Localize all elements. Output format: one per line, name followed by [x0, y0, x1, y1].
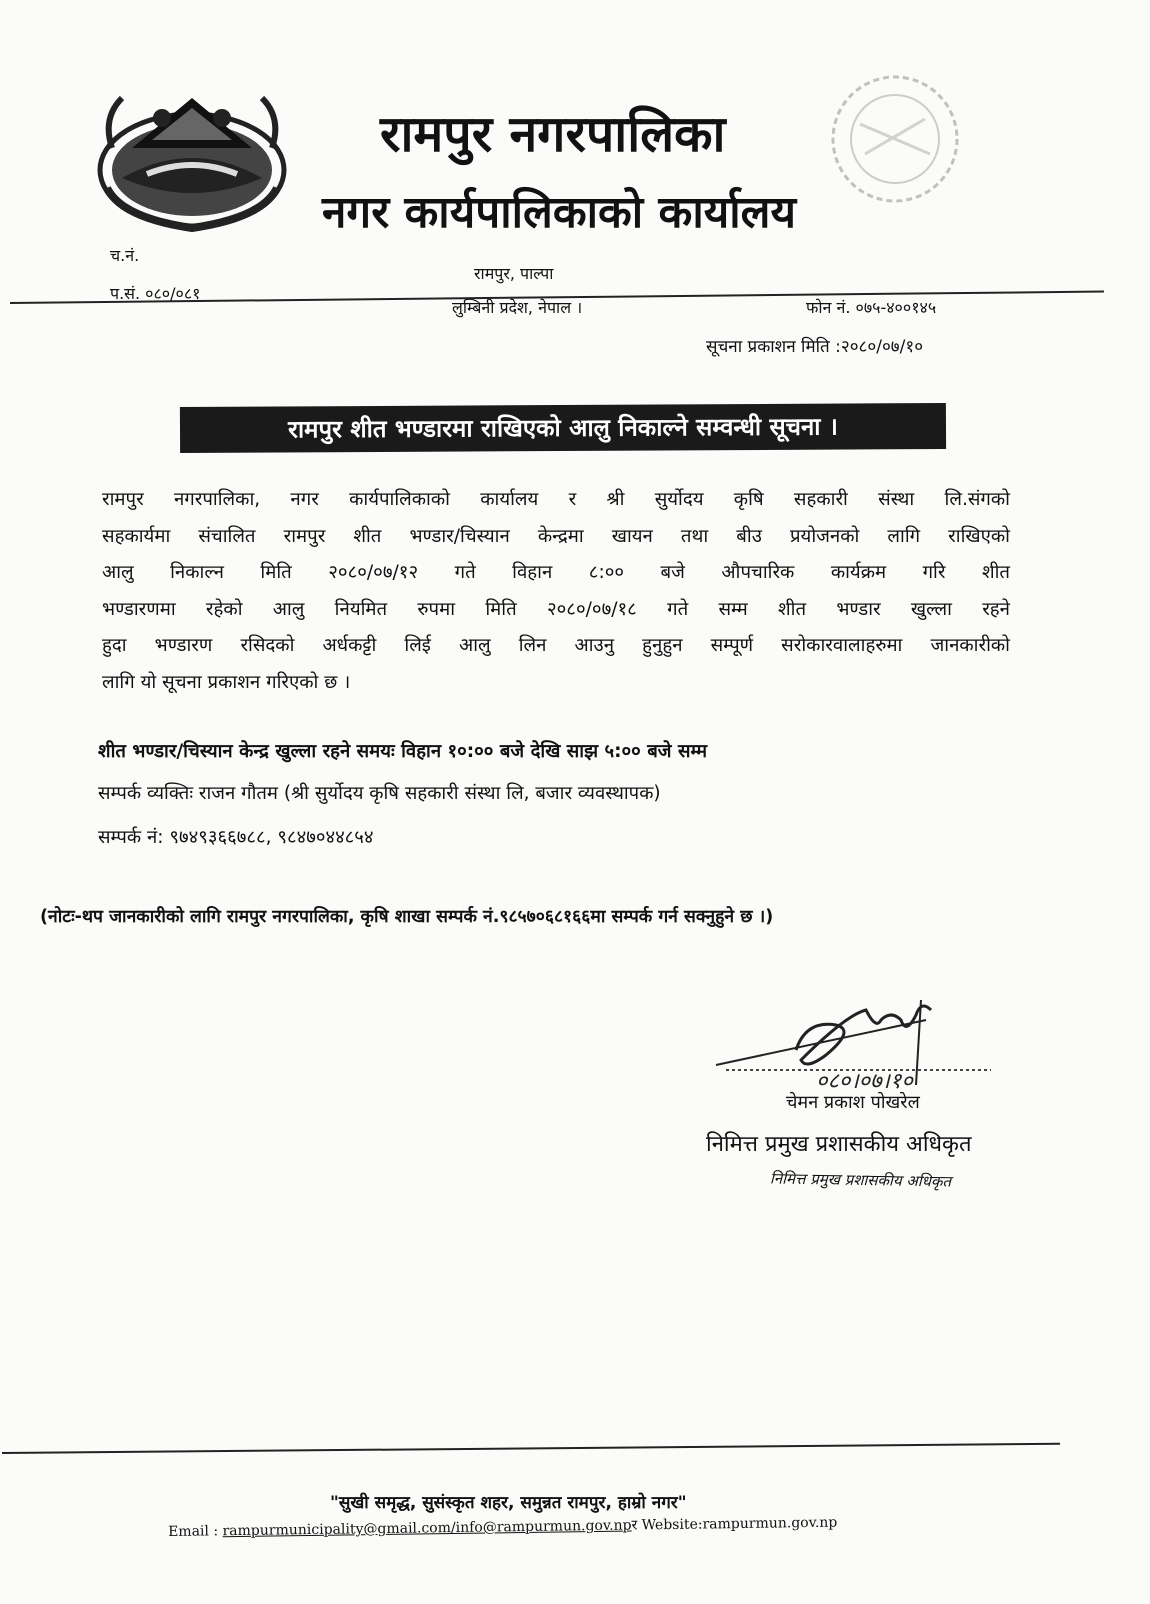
notice-date: सूचना प्रकाशन मिति :२०८०/०७/१०: [706, 337, 924, 357]
body-line: लागि यो सूचना प्रकाशन गरिएको छ ।: [102, 671, 351, 693]
website-text[interactable]: र Website:rampurmun.gov.np: [631, 1514, 838, 1534]
footer-contact: [168, 1513, 837, 1541]
body-line: आलु निकाल्न मिति २०८०/०७/१२ गते विहान ८:०० बजे औपचारिक कार्यक्रम गरि शीत: [102, 562, 1010, 583]
nepal-coat-of-arms-icon: [92, 78, 292, 238]
signer-name: चेमन प्रकाश पोखरेल: [786, 1092, 920, 1113]
signer-title: निमित्त प्रमुख प्रशासकीय अधिकृत: [706, 1132, 972, 1157]
body-line: रामपुर नगरपालिका, नगर कार्यपालिकाको कार्यालय र श्री सुर्योदय कृषि सहकारी संस्था लि.संगको: [102, 489, 1010, 510]
address-line-1: रामपुर, पाल्पा: [474, 264, 554, 283]
contact-number: सम्पर्क नं: ९७४९३६६७८८, ९८४७०४४८५४: [98, 827, 374, 848]
email-link[interactable]: rampurmunicipality@gmail.com/info@rampurmun.gov.np: [222, 1517, 632, 1540]
notice-title: रामपुर शीत भण्डारमा राखिएको आलु निकाल्ने सम्वन्धी सूचना ।: [180, 403, 946, 453]
body-line: सहकार्यमा संचालित रामपुर शीत भण्डार/चिस्यान केन्द्रमा खायन तथा बीउ प्रयोजनको लागि राखिएको: [102, 525, 1010, 547]
phone-number: फोन नं. ०७५-४००१४५: [806, 298, 937, 317]
footer-motto: "सुखी समृद्ध, सुसंस्कृत शहर, समुन्नत रामपुर, हाम्रो नगर": [330, 1493, 687, 1513]
address-line-2: लुम्बिनी प्रदेश, नेपाल ।: [452, 298, 583, 317]
office-seal-stamp-icon: [820, 64, 970, 214]
office-name: रामपुर नगरपालिका: [380, 104, 726, 163]
contact-person: सम्पर्क व्यक्तिः राजन गौतम (श्री सुर्योदय कृषि सहकारी संस्था लि, बजार व्यवस्थापक): [98, 783, 661, 804]
email-label: Email :: [168, 1523, 219, 1540]
notice-body: [102, 482, 1010, 701]
note: (नोटः-थप जानकारीको लागि रामपुर नगरपालिका, कृषि शाखा सम्पर्क नं.९८५७०६८१६६मा सम्पर्क गर्न सक्नुहुने छ ।): [40, 907, 774, 927]
office-subtitle: नगर कार्यपालिकाको कार्यालय: [322, 187, 796, 238]
body-line: भण्डारणमा रहेको आलु नियमित रुपमा मिति २०८०/०७/१८ गते सम्म शीत भण्डार खुल्ला रहने: [102, 598, 1010, 620]
handwritten-signature: [706, 990, 996, 1100]
reference-number-label: च.नं.: [110, 246, 140, 265]
body-line: हुदा भण्डारण रसिदको अर्धकट्टी लिई आलु लिन आउनु हुनुहुन सम्पूर्ण सरोकारवालाहरुमा जानकारीको: [102, 635, 1010, 656]
signer-stamp: निमित्त प्रमुख प्रशासकीय अधिकृत: [769, 1169, 952, 1191]
svg-text:०८०।०७।१०: ०८०।०७।१०: [816, 1069, 913, 1094]
opening-hours: शीत भण्डार/चिस्यान केन्द्र खुल्ला रहने समयः विहान १०:०० बजे देखि साझ ५:०० बजे सम्म: [98, 741, 708, 762]
footer-divider: [2, 1443, 1060, 1454]
fiscal-year: प.सं. ०८०/०८१: [110, 284, 201, 303]
